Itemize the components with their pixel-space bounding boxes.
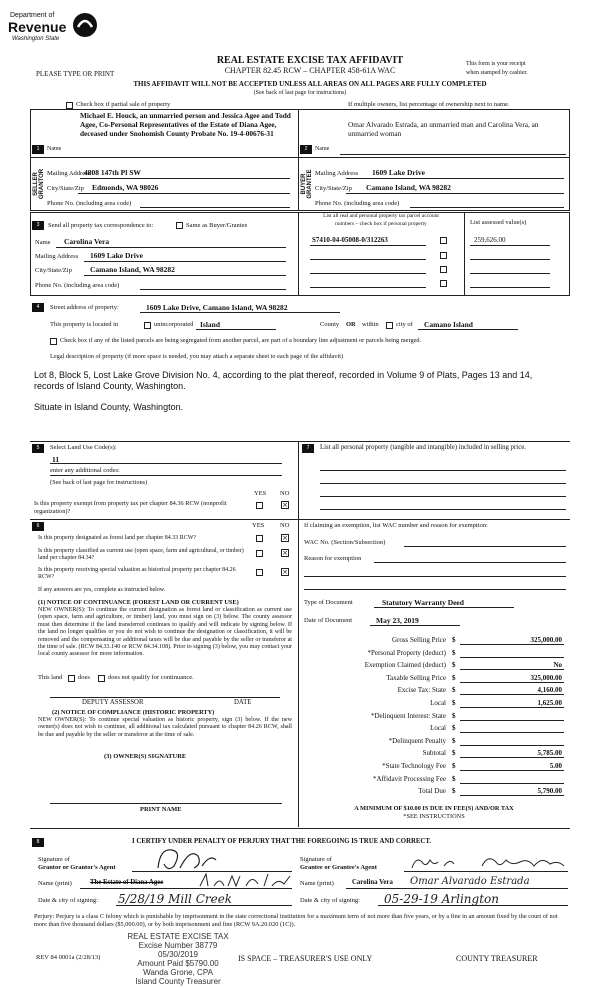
sig-left-label-2: Grantor or Grantor's Agent [38,864,116,871]
s5-no-header: NO [280,490,290,497]
s6-no-header: NO [280,522,290,529]
section-7-number: 7 [302,444,314,453]
treasurer-space-label: IS SPACE – TREASURER'S USE ONLY [238,954,373,963]
assessed-header: List assessed value(s) [470,219,527,226]
tax-row-dollar: $ [452,787,456,796]
seller-city-label: City/State/Zip [47,185,84,192]
grantee-signature-icon [408,852,568,874]
tax-row-dollar: $ [452,711,456,720]
tax-row-value[interactable]: 4,160.00 [537,686,562,695]
partial-sale-checkbox[interactable] [66,102,73,109]
seller-mailing[interactable]: 4808 147th Pl SW [84,168,141,177]
section-8-number: 8 [32,838,44,847]
logo-line2: Revenue [8,19,67,35]
does-not-label: does not qualify for continuance. [108,674,194,681]
exempt-no-checkbox[interactable]: × [282,501,288,509]
form-revision: REV 84 0001a (2/28/13) [36,954,101,961]
owner-signature-label: (3) OWNER(S) SIGNATURE [104,753,187,760]
current-use-no-checkbox[interactable]: × [282,549,288,557]
seller-phone-label: Phone No. (including area code) [47,200,132,207]
date-label: DATE [234,699,252,706]
reason-label: Reason for exemption [304,555,362,562]
legal-label: Legal description of property (if more space is needed, you may attach a separate sheet to each page of the affidavit) [50,353,344,360]
select-land-use-label: Select Land Use Code(s): [50,444,117,451]
multiple-owners-note: If multiple owners, list percentage of ownership next to name. [348,101,510,108]
notice1-body: NEW OWNER(S): To continue the current designation as forest land or classification as current use (open space, farm and agriculture, or timber) land, you must sign on (3) below. The county assessor must then determine if the land transferred continues to qualify and will indicate by signing below. If the land no longer qualifies or you do not wish to continue the designation or classification, it will be removed and the compensating or additional taxes will be due and payable by the seller or transferor at the time of sale. (RCW 84.33.140 or RCW 84.34.108). Prior to signing (3) below, you may contact your local county assessor for more information. [38,607,292,658]
seller-mailing-label: Mailing Address [47,170,91,177]
doc-type[interactable]: Statutory Warranty Deed [382,598,464,607]
county-treasurer-label: COUNTY TREASURER [456,954,538,963]
wac-label: WAC No. (Section/Subsection) [304,539,386,546]
tax-row-label: Local [430,724,446,733]
tax-row-label: Taxable Selling Price [386,673,446,682]
s5-see-back: (See back of last page for instructions) [50,479,148,486]
segregated-checkbox[interactable] [50,338,57,345]
exempt-question: Is this property exempt from property tax per chapter 84.36 RCW (nonprofit organization)? [34,500,227,515]
treasurer-stamp [118,932,238,986]
tax-row-label: Subtotal [422,749,446,758]
county-label: County [320,321,340,328]
historic-yes-checkbox[interactable] [256,569,263,576]
tax-row-label: Total Due [418,787,446,796]
name-right-handwritten[interactable]: Omar Alvarado Estrada [410,876,530,887]
receipt-note-1: This form is your receipt [466,61,526,67]
logo-line1: Department of [10,12,55,19]
assessed-value[interactable]: 259,626.00 [474,236,506,244]
see-back-note: (See back of last page for instructions) [253,90,347,96]
parcel-1-checkbox[interactable] [440,237,447,244]
tax-row-value[interactable]: 5,790.00 [537,787,562,796]
tax-row-dollar: $ [452,749,456,758]
sig-right-label-1: Signature of [300,856,332,863]
street-address[interactable]: 1609 Lake Drive, Camano Island, WA 98282 [146,303,288,312]
land-use-code[interactable]: 11 [52,455,60,464]
parcel-4-checkbox[interactable] [440,280,447,287]
s3-mailing[interactable]: 1609 Lake Drive [90,251,143,260]
situate-text[interactable]: Situate in Island County, Washington. [34,402,184,412]
parcel-header-2: numbers – check box if personal property [335,221,427,227]
historic-no-checkbox[interactable]: × [282,568,288,576]
s3-mailing-label: Mailing Address [35,253,79,260]
tax-row-value[interactable]: 5.00 [549,762,562,770]
perjury-note: Perjury: Perjury is a class C felony which is punishable by imprisonment in the state correctional institution for a maximum term of not more than five years, or by a fine in an amount fixed by the court of not more than five thousand dollars ($5,000.00), or by both imprisonment and fine (RCW 9A.20.020 (1C)). [34,913,558,928]
or-label: OR [346,321,356,328]
section-1-number: 1 [32,145,44,154]
if-yes-note: If any answers are yes, complete as instructed below. [38,587,166,593]
street-address-label: Street address of property: [50,304,119,311]
forest-no-checkbox[interactable]: × [282,534,288,542]
stamp-line-2: Excise Number 38779 [138,941,218,950]
s3-phone-label: Phone No. (including area code) [35,282,120,289]
section-4-number: 4 [32,303,44,312]
tax-row-dollar: $ [452,724,456,733]
tax-row-label: *Delinquent Penalty [388,736,446,745]
form-chapter: CHAPTER 82.45 RCW – CHAPTER 458-61A WAC [224,66,396,75]
stamp-line-6: Island County Treasurer [135,977,221,986]
land-does-checkbox[interactable] [68,675,75,682]
doc-type-label: Type of Document [304,599,353,606]
section-6-number: 6 [32,522,44,531]
dor-logo [6,6,116,54]
notice2-title: (2) NOTICE OF COMPLIANCE (HISTORIC PROPERTY) [52,709,215,716]
name-right-label: Name (print) [300,880,334,887]
see-instructions-note: *SEE INSTRUCTIONS [403,813,465,820]
stamp-line-4: Amount Paid $5790.00 [137,959,219,968]
name-right[interactable]: Carolina Vera [352,879,393,886]
s3-name-label: Name [35,239,51,246]
s6-yes-header: YES [252,522,265,529]
grantor-signature-icon [150,844,220,874]
form-title: REAL ESTATE EXCISE TAX AFFIDAVIT [216,55,404,66]
tax-row-value[interactable]: No [553,661,562,670]
buyer-phone-label: Phone No. (including area code) [315,200,400,207]
tax-row-dollar: $ [452,736,456,745]
notice2-body: NEW OWNER(S): To continue special valuation as historic property, sign (3) below. If the new owner(s) does not wish to continue, all additional tax calculated pursuant to chapter 84.26 RCW, shall be due and payable by the seller or transferor at the time of sale. [38,717,292,738]
land-does-not-checkbox[interactable] [98,675,105,682]
send-to-label: Send all property tax correspondence to: [48,222,154,229]
forest-yes-checkbox[interactable] [256,535,263,542]
located-in-label: This property is located in [50,321,119,328]
city-of-label: city of [396,321,413,328]
stamp-line-3: 05/30/2019 [157,950,199,959]
buyer-name[interactable]: Omar Alvarado Estrada, an unmarried man and Carolina Vera, an unmarried woman [348,120,539,138]
notice1-title: (1) NOTICE OF CONTINUANCE (FOREST LAND OR CURRENT USE) [38,599,239,606]
within-label: within [362,321,379,328]
tax-row-label: Exemption Claimed (deduct) [364,661,446,670]
parcel-number[interactable]: S7410-04-05008-0/312263 [312,236,388,244]
same-as-buyer-label: Same as Buyer/Grantee [186,222,248,229]
buyer-city[interactable]: Camano Island, WA 98282 [366,183,451,192]
deputy-assessor-label: DEPUTY ASSESSOR [82,699,144,706]
name-left-label: Name (print) [38,880,72,887]
seller-side-label: SELLER GRANTOR [33,168,45,200]
partial-sale-label: Check box if partial sale of property [76,101,171,108]
tax-row-dollar: $ [452,762,456,770]
tax-row-dollar: $ [452,661,456,670]
tax-row-value[interactable]: 1,625.00 [537,699,562,707]
tax-row-dollar: $ [452,648,456,657]
tax-row-label: *Personal Property (deduct) [367,648,446,657]
section-2-number: 2 [300,145,312,154]
same-as-buyer-checkbox[interactable] [176,222,183,229]
tax-row-value[interactable]: 325,000.00 [530,673,562,682]
does-label: does [78,674,90,681]
logo-mark-icon [72,12,98,38]
tax-row-label: *Delinquent Interest: State [370,711,446,720]
historic-question: Is this property receiving special valuation as historical property per chapter 84.26 RCW? [38,567,236,580]
minimum-note: A MINIMUM OF $10.00 IS DUE IN FEE(S) AND/OR TAX [354,805,514,812]
unincorporated-label: unincorporated [154,321,194,328]
tax-row-dollar: $ [452,673,456,682]
stamp-line-1: REAL ESTATE EXCISE TAX [127,932,229,941]
county-value[interactable]: Island [200,320,221,329]
section-3-number: 3 [32,221,44,230]
personal-property-label: List all personal property (tangible and intangible) included in selling price. [320,444,526,451]
unincorporated-checkbox[interactable] [144,322,151,329]
print-name-label: PRINT NAME [140,806,182,813]
s3-city-label: City/State/Zip [35,267,72,274]
buyer-mailing[interactable]: 1609 Lake Drive [372,168,425,177]
sig-right-label-2: Grantee or Grantee's Agent [300,864,377,871]
tax-row-dollar: $ [452,774,456,783]
tax-row-value[interactable]: 325,000.00 [530,636,562,644]
s3-name[interactable]: Carolina Vera [64,237,110,246]
doc-date[interactable]: May 23, 2019 [376,616,419,625]
tax-row-label: Gross Selling Price [391,636,446,644]
legal-description[interactable]: Lot 8, Block 5, Lost Lake Grove Division No. 4, according to the plat thereof, recorded in Volume 9 of Plats, Pages 13 and 14, records of Island County, Washington. [34,370,533,391]
grantor-name-signature-icon [198,872,294,890]
buyer-side-label: BUYER GRANTEE [301,169,313,199]
buyer-city-label: City/State/Zip [315,185,352,192]
stamp-line-5: Wanda Grone, CPA [143,968,213,977]
tax-row-label: *Affidavit Processing Fee [373,774,446,783]
buyer-name-label: Name [315,146,330,152]
buyer-mailing-label: Mailing Address [315,170,359,177]
parcel-2-checkbox[interactable] [440,252,447,259]
tax-row-dollar: $ [452,686,456,695]
tax-row-label: *State Technology Fee [382,762,446,770]
tax-row-value[interactable]: 5,785.00 [537,749,562,758]
tax-row-dollar: $ [452,699,456,707]
segregated-label: Check box if any of the listed parcels are being segregated from another parcel, are part of a boundary line adjustment or parcels being merged. [60,337,422,344]
doc-date-label: Date of Document [304,617,353,624]
tax-row-dollar: $ [452,636,456,644]
additional-codes-label: enter any additional codes: [50,467,120,474]
seller-name[interactable]: Michael E. Houck, an unmarried person and Jessica Agee and Todd Agee, Co-Personal Representatives of the Estate of Diana Agee, deceased under Snohomish County Probate No. 19-4-00676-31 [80,111,291,138]
exemption-label: If claiming an exemption, list WAC number and reason for exemption: [304,522,488,529]
section-5-number: 5 [32,444,44,453]
forest-question: Is this property designated as forest land per chapter 84.33 RCW? [38,535,197,541]
warning-text: THIS AFFIDAVIT WILL NOT BE ACCEPTED UNLESS ALL AREAS ON ALL PAGES ARE FULLY COMPLETED [133,80,487,88]
current-use-yes-checkbox[interactable] [256,550,263,557]
s5-yes-header: YES [254,490,267,497]
name-left[interactable]: The Estate of Diana Agee [90,879,164,886]
city-of-checkbox[interactable] [386,322,393,329]
tax-row-label: Local [430,699,446,707]
date-right-handwritten[interactable]: 05-29-19 Arlington [384,892,499,906]
current-use-question: Is this property classified as current use (open space, farm and agricultural, or timber) land per chapter 84.34? [38,548,244,561]
please-print: PLEASE TYPE OR PRINT [36,70,115,78]
this-land-label: This land [38,674,63,681]
seller-name-label: Name [47,146,62,152]
seller-city[interactable]: Edmonds, WA 98026 [92,183,159,192]
parcel-3-checkbox[interactable] [440,266,447,273]
logo-line3: Washington State [12,36,60,42]
tax-row-label: Excise Tax: State [397,686,446,695]
certify-text: I CERTIFY UNDER PENALTY OF PERJURY THAT THE FOREGOING IS TRUE AND CORRECT. [132,838,432,845]
date-right-label: Date & city of signing: [300,897,360,904]
date-left-handwritten[interactable]: 5/28/19 Mill Creek [118,892,233,906]
city-value[interactable]: Camano Island [424,320,473,329]
date-left-label: Date & city of signing: [38,897,98,904]
parcel-header-1: List all real and personal property tax parcel account [323,213,439,219]
s3-city[interactable]: Camano Island, WA 98282 [90,265,175,274]
exempt-yes-checkbox[interactable] [256,502,263,509]
sig-left-label-1: Signature of [38,856,70,863]
receipt-note-2: when stamped by cashier. [466,70,528,76]
